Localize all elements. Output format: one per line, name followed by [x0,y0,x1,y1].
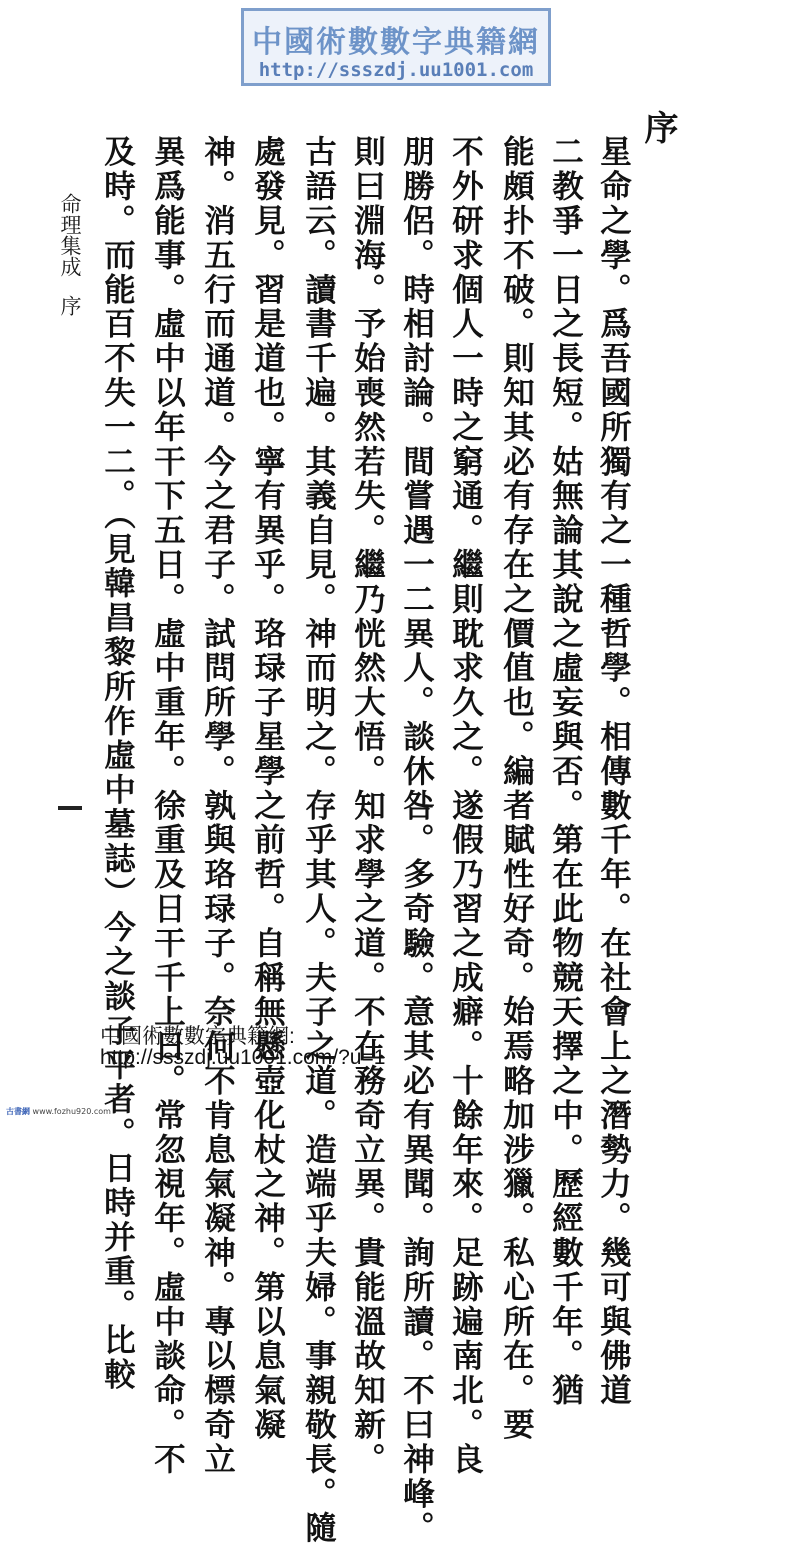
page-number [58,806,82,810]
text-column: 則曰淵海。予始喪然若失。繼乃恍然大悟。知求學之道。不在務奇立異。貴能溫故知新。 [349,135,387,1477]
watermark-url[interactable]: http://ssszdj.uu1001.com/?u=1 [100,1046,386,1069]
watermark-title: 中國術數數字典籍網: [100,1025,295,1048]
text-column: 朋勝侶。時相討論。間嘗遇一二異人。談休咎。多奇驗。意其必有異聞。詢所讀。不曰神峰。 [398,135,436,1545]
banner-title: 中國術數數字典籍網 [252,25,540,60]
banner-url[interactable]: http://ssszdj.uu1001.com [258,59,534,81]
footer [6,1106,111,1117]
site-banner [241,8,551,86]
footer-url[interactable]: www.fozhu920.com [32,1107,111,1116]
text-column: 神。消五行而通道。今之君子。試問所學。孰與珞琭子。奈何不肯息氣凝神。專以標奇立 [199,135,237,1477]
text-column: 及時。而能百不失一二。（見韓昌黎所作虛中墓誌）今之談子平者。日時并重。比較 [99,135,137,1393]
footer-label: 古書網 [6,1107,30,1116]
section-label: 序 [58,295,82,316]
book-title: 命理集成 [58,193,82,277]
text-column: 處發見。習是道也。寧有異乎。珞琭子星學之前哲。自稱無懸壺化杖之神。第以息氣凝 [249,135,287,1443]
text-column: 古語云。讀書千遍。其義自見。神而明之。存乎其人。夫子之道。造端乎夫婦。事親敬長。隨 [300,135,338,1545]
text-column: 二教爭一日之長短。姑無論其說之虛妄與否。第在此物競天擇之中。歷經數千年。猶 [547,135,585,1408]
text-column: 星命之學。爲吾國所獨有之一種哲學。相傳數千年。在社會上之潛勢力。幾可與佛道 [595,135,633,1408]
text-column: 異爲能事。虛中以年干下五日。虛中重年。徐重及日干千上日。常忽視年。虛中談命。不 [149,135,187,1477]
page-heading: 序 [638,110,678,144]
text-column: 不外研求個人一時之窮通。繼則耽求久之。遂假乃習之成癖。十餘年來。足跡遍南北。良 [447,135,485,1477]
text-column: 能頗扑不破。則知其必有存在之價值也。編者賦性好奇。始焉略加涉獵。私心所在。要 [498,135,536,1443]
